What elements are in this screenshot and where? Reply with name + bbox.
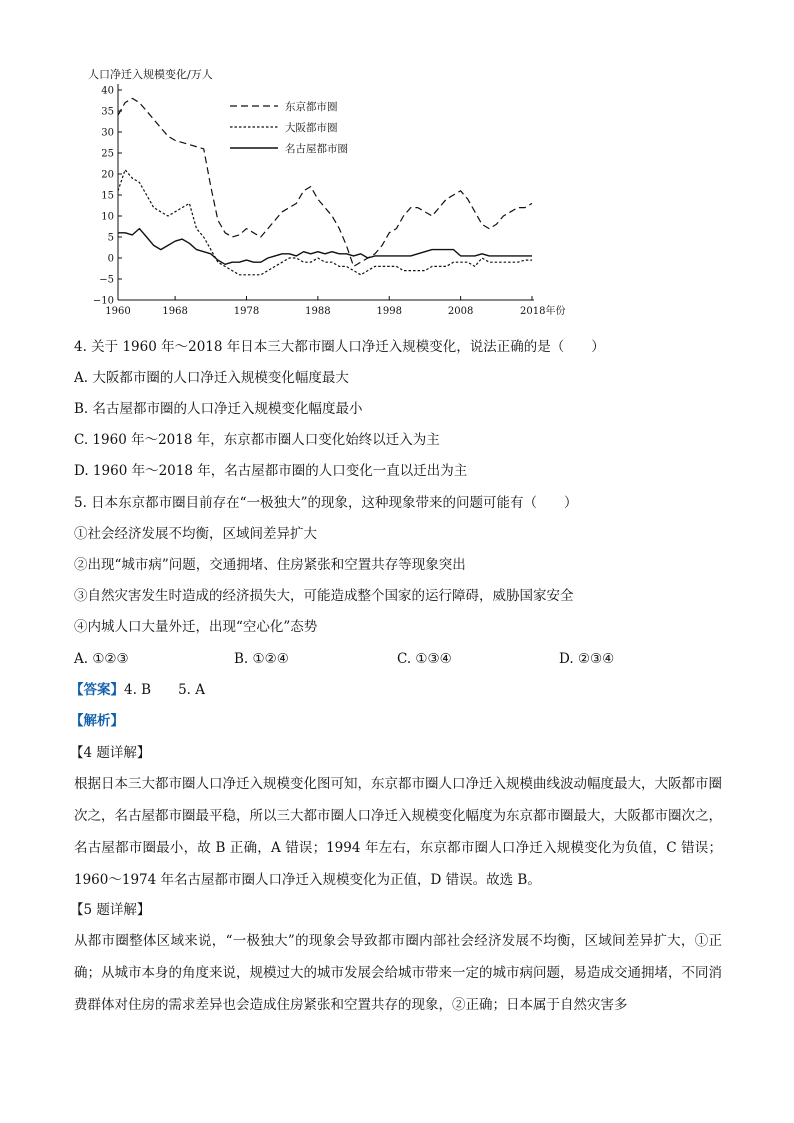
y-tick-label: 5 xyxy=(107,232,114,244)
question-5-option-d: D. ②③④ xyxy=(559,651,615,667)
x-tick-label: 1960 xyxy=(105,306,131,317)
x-tick-label: 1998 xyxy=(376,306,402,317)
x-tick-label: 2008 xyxy=(447,306,474,317)
question-5-option-b: B. ①②④ xyxy=(234,651,289,667)
question-5-option-a: A. ①②③ xyxy=(74,651,129,667)
question-4-analysis-heading: 【4 题详解】 xyxy=(70,745,151,761)
legend-label-0: 东京都市圈 xyxy=(285,101,338,113)
y-tick-label: −10 xyxy=(92,295,114,307)
y-tick-label: 10 xyxy=(101,211,114,223)
x-tick-label: 2018年份 xyxy=(520,306,566,317)
y-tick-label: 40 xyxy=(101,85,114,97)
series-line-2 xyxy=(118,229,532,265)
question-5-statement-1: ①社会经济发展不均衡，区域间差异扩大 xyxy=(74,526,317,542)
analysis-tag: 【解析】 xyxy=(70,713,124,729)
question-4-option-b: B. 名古屋都市圈的人口净迁入规模变化幅度最小 xyxy=(74,401,363,417)
question-5-statement-2: ②出现“城市病”问题，交通拥堵、住房紧张和空置共存等现象突出 xyxy=(74,557,466,573)
legend-label-1: 大阪都市圈 xyxy=(285,122,338,134)
question-4-option-a: A. 大阪都市圈的人口净迁入规模变化幅度最大 xyxy=(74,370,349,386)
legend-label-2: 名古屋都市圈 xyxy=(285,143,348,155)
question-4-option-d: D. 1960 年～2018 年，名古屋都市圈的人口变化一直以迁出为主 xyxy=(74,463,468,479)
y-tick-label: 35 xyxy=(101,106,114,118)
x-tick-label: 1978 xyxy=(233,306,260,317)
answer-text: 4. B 5. A xyxy=(124,682,206,698)
x-tick-label: 1988 xyxy=(305,306,331,317)
y-tick-label: 0 xyxy=(107,253,114,265)
y-tick-label: 30 xyxy=(101,127,114,139)
y-tick-label: 15 xyxy=(101,190,114,202)
question-5-statement-4: ④内城人口大量外迁，出现“空心化”态势 xyxy=(74,619,318,635)
analysis-heading xyxy=(70,711,124,731)
x-tick-label: 1968 xyxy=(162,306,188,317)
y-tick-label: 25 xyxy=(101,148,114,160)
y-tick-label: −5 xyxy=(99,274,114,286)
question-4-analysis-body: 根据日本三大都市圈人口净迁入规模变化图可知，东京都市圈人口净迁入规模曲线波动幅度最大，大阪都市圈次之，名古屋都市圈最平稳，所以三大都市圈人口净迁入规模变化幅度为东京都市圈最大，大阪都市圈次之，名古屋都市圈最小，故 B 正确，A 错误；1994 年左右，东京都市圈人口净迁入规模变化为负值，C 错误；1960～1974 年名古屋都市圈人口净迁入规模变化为正值，D 错误。故选 B。 xyxy=(74,776,722,888)
question-5-statement-3: ③自然灾害发生时造成的经济损失大，可能造成整个国家的运行障碍，威胁国家安全 xyxy=(74,588,574,604)
question-4-stem: 4. 关于 1960 年～2018 年日本三大都市圈人口净迁入规模变化，说法正确的是（ ） xyxy=(74,339,605,355)
answer-tag: 【答案】 xyxy=(70,682,124,698)
chart-title: 人口净迁入规模变化/万人 xyxy=(88,68,213,81)
question-5-analysis-body: 从都市圈整体区域来说，“一极独大”的现象会导致都市圈内部社会经济发展不均衡，区域间差异扩大，①正确；从城市本身的角度来说，规模过大的城市发展会给城市带来一定的城市病问题，易造成交通拥堵，不同消费群体对住房的需求差异也会造成住房紧张和空置共存的现象，②正确；日本属于自然灾害多 xyxy=(74,933,722,1013)
net-migration-line-chart xyxy=(80,62,566,324)
question-4-option-c: C. 1960 年～2018 年，东京都市圈人口变化始终以迁入为主 xyxy=(74,432,440,448)
series-line-1 xyxy=(118,170,532,275)
question-5-stem: 5. 日本东京都市圈目前存在“一极独大”的现象，这种现象带来的问题可能有（ ） xyxy=(74,495,578,511)
question-5-analysis-heading: 【5 题详解】 xyxy=(70,902,151,918)
question-5-option-c: C. ①③④ xyxy=(397,651,452,667)
y-tick-label: 20 xyxy=(101,169,114,181)
answer-line xyxy=(70,680,205,700)
